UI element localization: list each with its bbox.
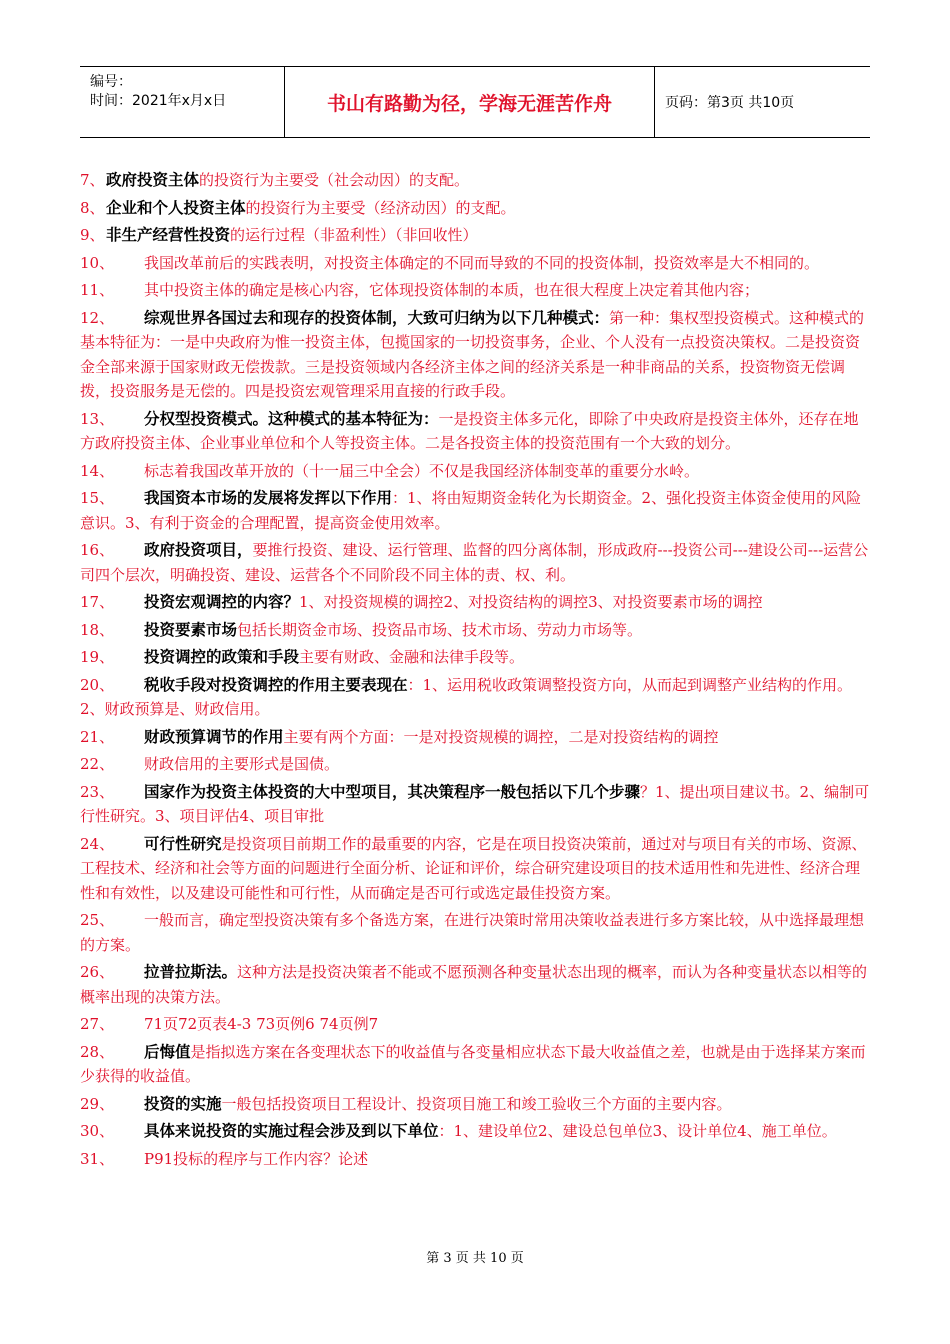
item-text: ？1、提出项目建议书。2、编制可行性研究。3、项目评估4、项目审批 [80, 782, 870, 825]
item-number: 12、 [80, 308, 115, 327]
item-text: 这种方法是投资决策者不能或不愿预测各种变量状态出现的概率，而认为各种变量状态以相等的概率出现的决策方法。 [80, 963, 868, 1006]
item-body [80, 1119, 872, 1144]
item-number: 11、 [80, 281, 115, 299]
list-item [80, 223, 872, 248]
list-item [80, 832, 872, 906]
item-number: 16、 [80, 541, 115, 559]
item-text: 一是投资主体多元化，即除了中央政府是投资主体外，还存在地方政府投资主体、企业事业单位和个人等投资主体。二是各投资主体的投资范围有一个大致的划分。 [80, 409, 859, 452]
item-term: 非生产经营性投资 [106, 226, 231, 244]
item-text: 一般包括投资项目工程设计、投资项目施工和竣工验收三个方面的主要内容。 [221, 1094, 732, 1113]
item-number: 25、 [80, 911, 115, 929]
item-number: 17、 [80, 593, 115, 611]
list-item [80, 1092, 872, 1117]
list-item [80, 725, 872, 750]
item-number: 14、 [80, 461, 115, 480]
list-item [80, 459, 872, 484]
item-text: 要推行投资、建设、运行管理、监督的四分离体制，形成政府---投资公司---建设公司---运营公司四个层次，明确投资、建设、运营各个不同阶段不同主体的责、权、利。 [80, 541, 869, 584]
item-number: 31、 [80, 1149, 115, 1168]
item-text: 一般而言，确定型投资决策有多个备选方案，在进行决策时常用决策收益表进行多方案比较，从中选择最理想的方案。 [80, 911, 865, 954]
item-body [80, 459, 872, 484]
list-item [80, 1119, 872, 1144]
item-text: 财政信用的主要形式是国债。 [144, 755, 340, 773]
item-text: 是投资项目前期工作的最重要的内容，它是在项目投资决策前，通过对与项目有关的市场、资源、工程技术、经济和社会等方面的问题进行全面分析、论证和评价，综合研究建设项目的技术适用性和先进性、经济合理性和有效性，以及建设可能性和可行性，从而确定是否可行或选定最佳投资方案。 [80, 834, 867, 902]
item-number: 7、 [80, 171, 105, 189]
item-number: 15、 [80, 489, 115, 507]
item-term: 投资宏观调控的内容？ [144, 593, 300, 611]
item-body [80, 407, 872, 456]
item-body [80, 908, 872, 957]
item-text: 71页72页表4-3 73页例6 74页例7 [144, 1015, 379, 1033]
item-text: 标志着我国改革开放的（十一届三中全会）不仅是我国经济体制变革的重要分水岭。 [144, 461, 700, 480]
item-term: 国家作为投资主体投资的大中型项目，其决策程序一般包括以下几个步骤 [144, 782, 641, 801]
list-item [80, 196, 872, 221]
item-body [80, 618, 872, 643]
item-text: 第一种：集权型投资模式。这种模式的基本特征为：一是中央政府为惟一投资主体，包揽国家的一切投资事务，企业、个人没有一点投资决策权。二是投资资金全部来源于国家财政无偿拨款。三是投资领域内各经济主体之间的经济关系是一种非商品的关系，投资物资无偿调拨，投资服务是无偿的。四是投资宏观管理采用直接的行政手段。 [80, 308, 865, 400]
item-body [80, 1012, 872, 1037]
item-body [80, 168, 872, 193]
item-text: 的运行过程（非盈利性）（非回收性） [230, 226, 478, 244]
item-number: 27、 [80, 1015, 115, 1033]
list-item [80, 278, 872, 303]
item-term: 具体来说投资的实施过程会涉及到以下单位 [144, 1122, 439, 1140]
item-number: 26、 [80, 963, 115, 981]
list-item [80, 538, 872, 587]
item-term: 政府投资项目， [144, 541, 253, 559]
list-item [80, 1040, 872, 1089]
item-text: 1、对投资规模的调控2、对投资结构的调控3、对投资要素市场的调控 [299, 593, 763, 611]
item-text: 的投资行为主要受（经济动因）的支配。 [245, 198, 516, 217]
item-body [80, 538, 872, 587]
item-text: 其中投资主体的确定是核心内容，它体现投资体制的本质，也在很大程度上决定着其他内容； [144, 281, 760, 299]
page-footer: 第 3 页 共 10 页 [426, 1251, 524, 1266]
item-term: 拉普拉斯法。 [144, 963, 238, 981]
item-number: 28、 [80, 1042, 115, 1061]
item-term: 分权型投资模式。这种模式的基本特征为： [144, 409, 439, 428]
item-term: 可行性研究 [144, 834, 222, 853]
document-body [80, 168, 872, 1174]
item-number: 10、 [80, 253, 115, 272]
list-item [80, 908, 872, 957]
item-number: 22、 [80, 755, 115, 773]
item-term: 投资的实施 [144, 1094, 222, 1113]
list-item [80, 1012, 872, 1037]
list-item [80, 673, 872, 722]
item-text: 包括长期资金市场、投资品市场、技术市场、劳动力市场等。 [237, 620, 643, 639]
item-term: 政府投资主体 [106, 171, 200, 189]
item-body [80, 832, 872, 906]
item-text: ：1、运用税收政策调整投资方向，从而起到调整产业结构的作用。2、财政预算是、财政信用。 [80, 675, 853, 718]
item-term: 后悔值 [144, 1042, 191, 1061]
item-body [80, 673, 872, 722]
page-header [80, 66, 870, 138]
list-item [80, 486, 872, 535]
list-item [80, 960, 872, 1009]
item-number: 29、 [80, 1094, 115, 1113]
item-text: 主要有两个方面：一是对投资规模的调控，二是对投资结构的调控 [283, 727, 719, 746]
item-text: ：1、建设单位2、建设总包单位3、设计单位4、施工单位。 [438, 1122, 837, 1140]
item-text: 我国改革前后的实践表明，对投资主体确定的不同而导致的不同的投资体制，投资效率是大不相同的。 [144, 253, 820, 272]
item-term: 我国资本市场的发展将发挥以下作用 [144, 489, 393, 507]
item-term: 税收手段对投资调控的作用主要表现在 [144, 675, 408, 694]
item-number: 20、 [80, 675, 115, 694]
item-body [80, 306, 872, 404]
item-text: ：1、将由短期资金转化为长期资金。2、强化投资主体资金使用的风险意识。3、有利于资金的合理配置，提高资金使用效率。 [80, 489, 862, 532]
item-body [80, 1040, 872, 1089]
item-body [80, 1147, 872, 1172]
list-item [80, 251, 872, 276]
item-body [80, 960, 872, 1009]
list-item [80, 306, 872, 404]
item-text: 是指拟选方案在各变理状态下的收益值与各变量相应状态下最大收益值之差，也就是由于选择某方案而少获得的收益值。 [80, 1042, 866, 1085]
item-body [80, 590, 872, 615]
item-body [80, 752, 872, 777]
list-item [80, 407, 872, 456]
item-text: 的投资行为主要受（社会动因）的支配。 [199, 171, 470, 189]
item-number: 18、 [80, 620, 115, 639]
item-number: 21、 [80, 727, 115, 746]
item-body [80, 1092, 872, 1117]
header-motto: 书山有路勤为径，学海无涯苦作舟 [285, 67, 655, 137]
code-label: 编号： [90, 74, 132, 90]
item-body [80, 486, 872, 535]
item-term: 投资调控的政策和手段 [144, 648, 300, 666]
list-item [80, 780, 872, 829]
item-number: 23、 [80, 782, 115, 801]
list-item [80, 1147, 872, 1172]
item-term: 综观世界各国过去和现存的投资体制，大致可归纳为以下几种模式： [144, 308, 610, 327]
item-text: P91投标的程序与工作内容？论述 [144, 1149, 369, 1168]
item-term: 投资要素市场 [144, 620, 238, 639]
list-item [80, 618, 872, 643]
item-body [80, 196, 872, 221]
item-number: 8、 [80, 198, 105, 217]
item-term: 财政预算调节的作用 [144, 727, 284, 746]
item-number: 24、 [80, 834, 115, 853]
item-number: 13、 [80, 409, 115, 428]
item-number: 19、 [80, 648, 115, 666]
item-body [80, 278, 872, 303]
item-number: 30、 [80, 1122, 115, 1140]
time-label: 时间：2021年x月x日 [90, 93, 227, 109]
header-page-info: 页码：第3页 共10页 [665, 95, 795, 111]
item-term: 企业和个人投资主体 [106, 198, 246, 217]
item-body [80, 725, 872, 750]
item-body [80, 223, 872, 248]
item-body [80, 251, 872, 276]
list-item [80, 168, 872, 193]
item-body [80, 780, 872, 829]
list-item [80, 590, 872, 615]
list-item [80, 752, 872, 777]
item-body [80, 645, 872, 670]
list-item [80, 645, 872, 670]
item-number: 9、 [80, 226, 105, 244]
item-text: 主要有财政、金融和法律手段等。 [299, 648, 525, 666]
header-meta [80, 67, 285, 137]
